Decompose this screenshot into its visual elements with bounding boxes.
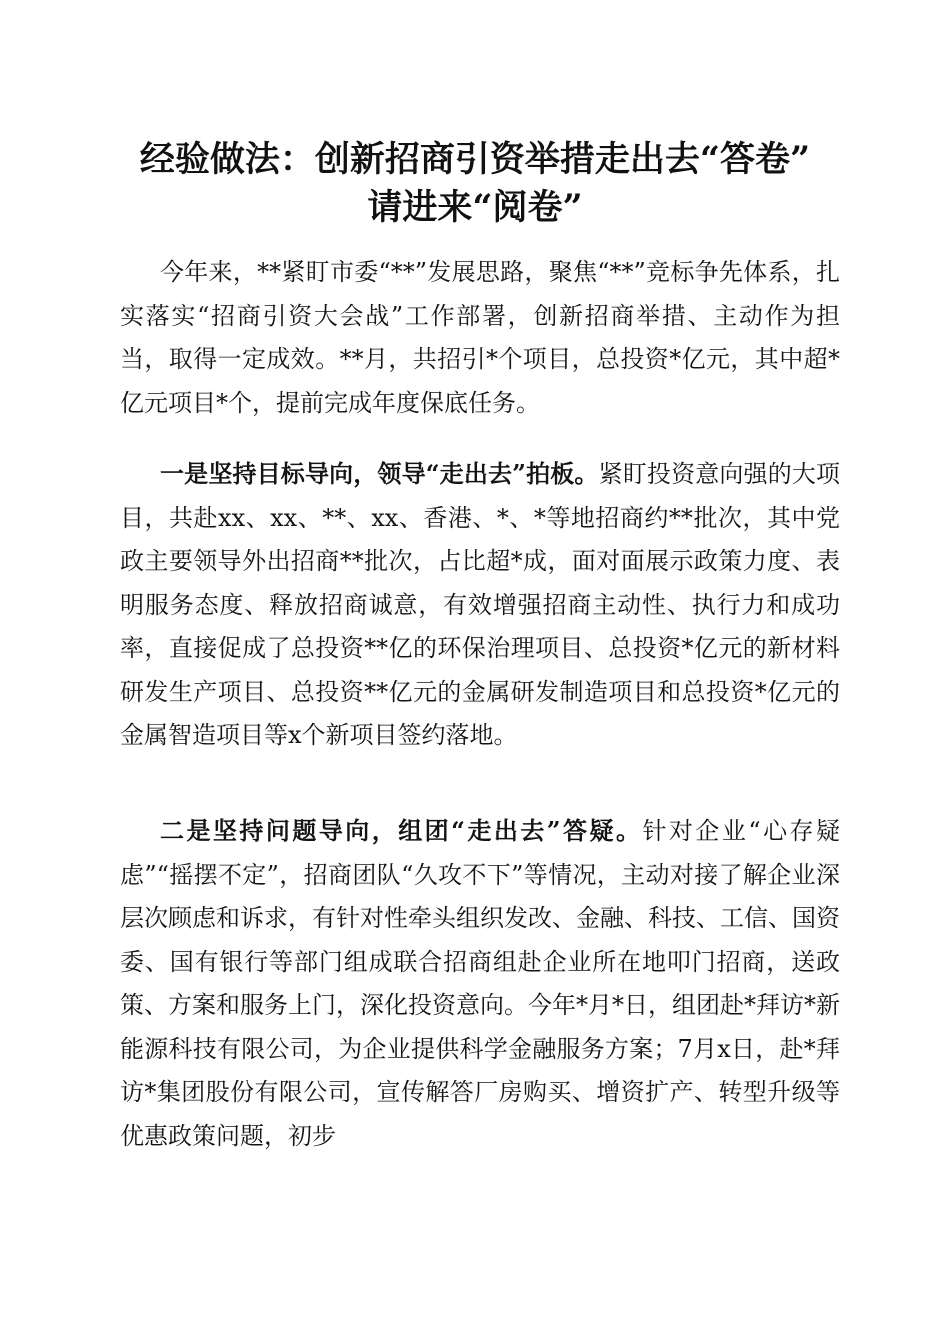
document-title-line-2: 请进来“阅卷” xyxy=(367,187,583,228)
paragraph-goal-oriented xyxy=(120,452,840,758)
paragraph-goal-oriented-text: 紧盯投资意向强的大项目，共赴xx、xx、**、xx、香港、*、*等地招商约**批次，其中党政主要领导外出招商**批次，占比超*成，面对面展示政策力度、表明服务态度、释放招商诚意，有效增强招商主动性、执行力和成功率，直接促成了总投资**亿的环保治理项目、总投资*亿元的新材料研发生产项目、总投资**亿元的金属研发制造项目和总投资*亿元的金属智造项目等x个新项目签约落地。 xyxy=(120,460,841,749)
paragraph-intro-text: 今年来，**紧盯市委“**”发展思路，聚焦“**”竞标争先体系，扎实落实“招商引资大会战”工作部署，创新招商举措、主动作为担当，取得一定成效。**月，共招引*个项目，总投资*亿元，其中超*亿元项目*个，提前完成年度保底任务。 xyxy=(120,258,840,417)
paragraph-problem-oriented-text: 针对企业“心存疑虑”“摇摆不定”，招商团队“久攻不下”等情况，主动对接了解企业深层次顾虑和诉求，有针对性牵头组织发改、金融、科技、工信、国资委、国有银行等部门组成联合招商组赴企业所在地叩门招商，送政策、方案和服务上门，深化投资意向。今年*月*日，组团赴*拜访*新能源科技有限公司，为企业提供科学金融服务方案；7月x日，赴*拜访*集团股份有限公司，宣传解答厂房购买、增资扩产、转型升级等优惠政策问题，初步 xyxy=(120,817,840,1150)
paragraph-problem-oriented-heading: 二是坚持问题导向，组团“走出去”答疑。 xyxy=(160,816,643,845)
paragraph-intro xyxy=(120,251,840,425)
document-title-line-1: 经验做法：创新招商引资举措走出去“答卷” xyxy=(139,139,811,180)
paragraph-goal-oriented-heading: 一是坚持目标导向，领导“走出去”拍板。 xyxy=(160,459,599,488)
paragraph-problem-oriented xyxy=(120,809,840,1158)
